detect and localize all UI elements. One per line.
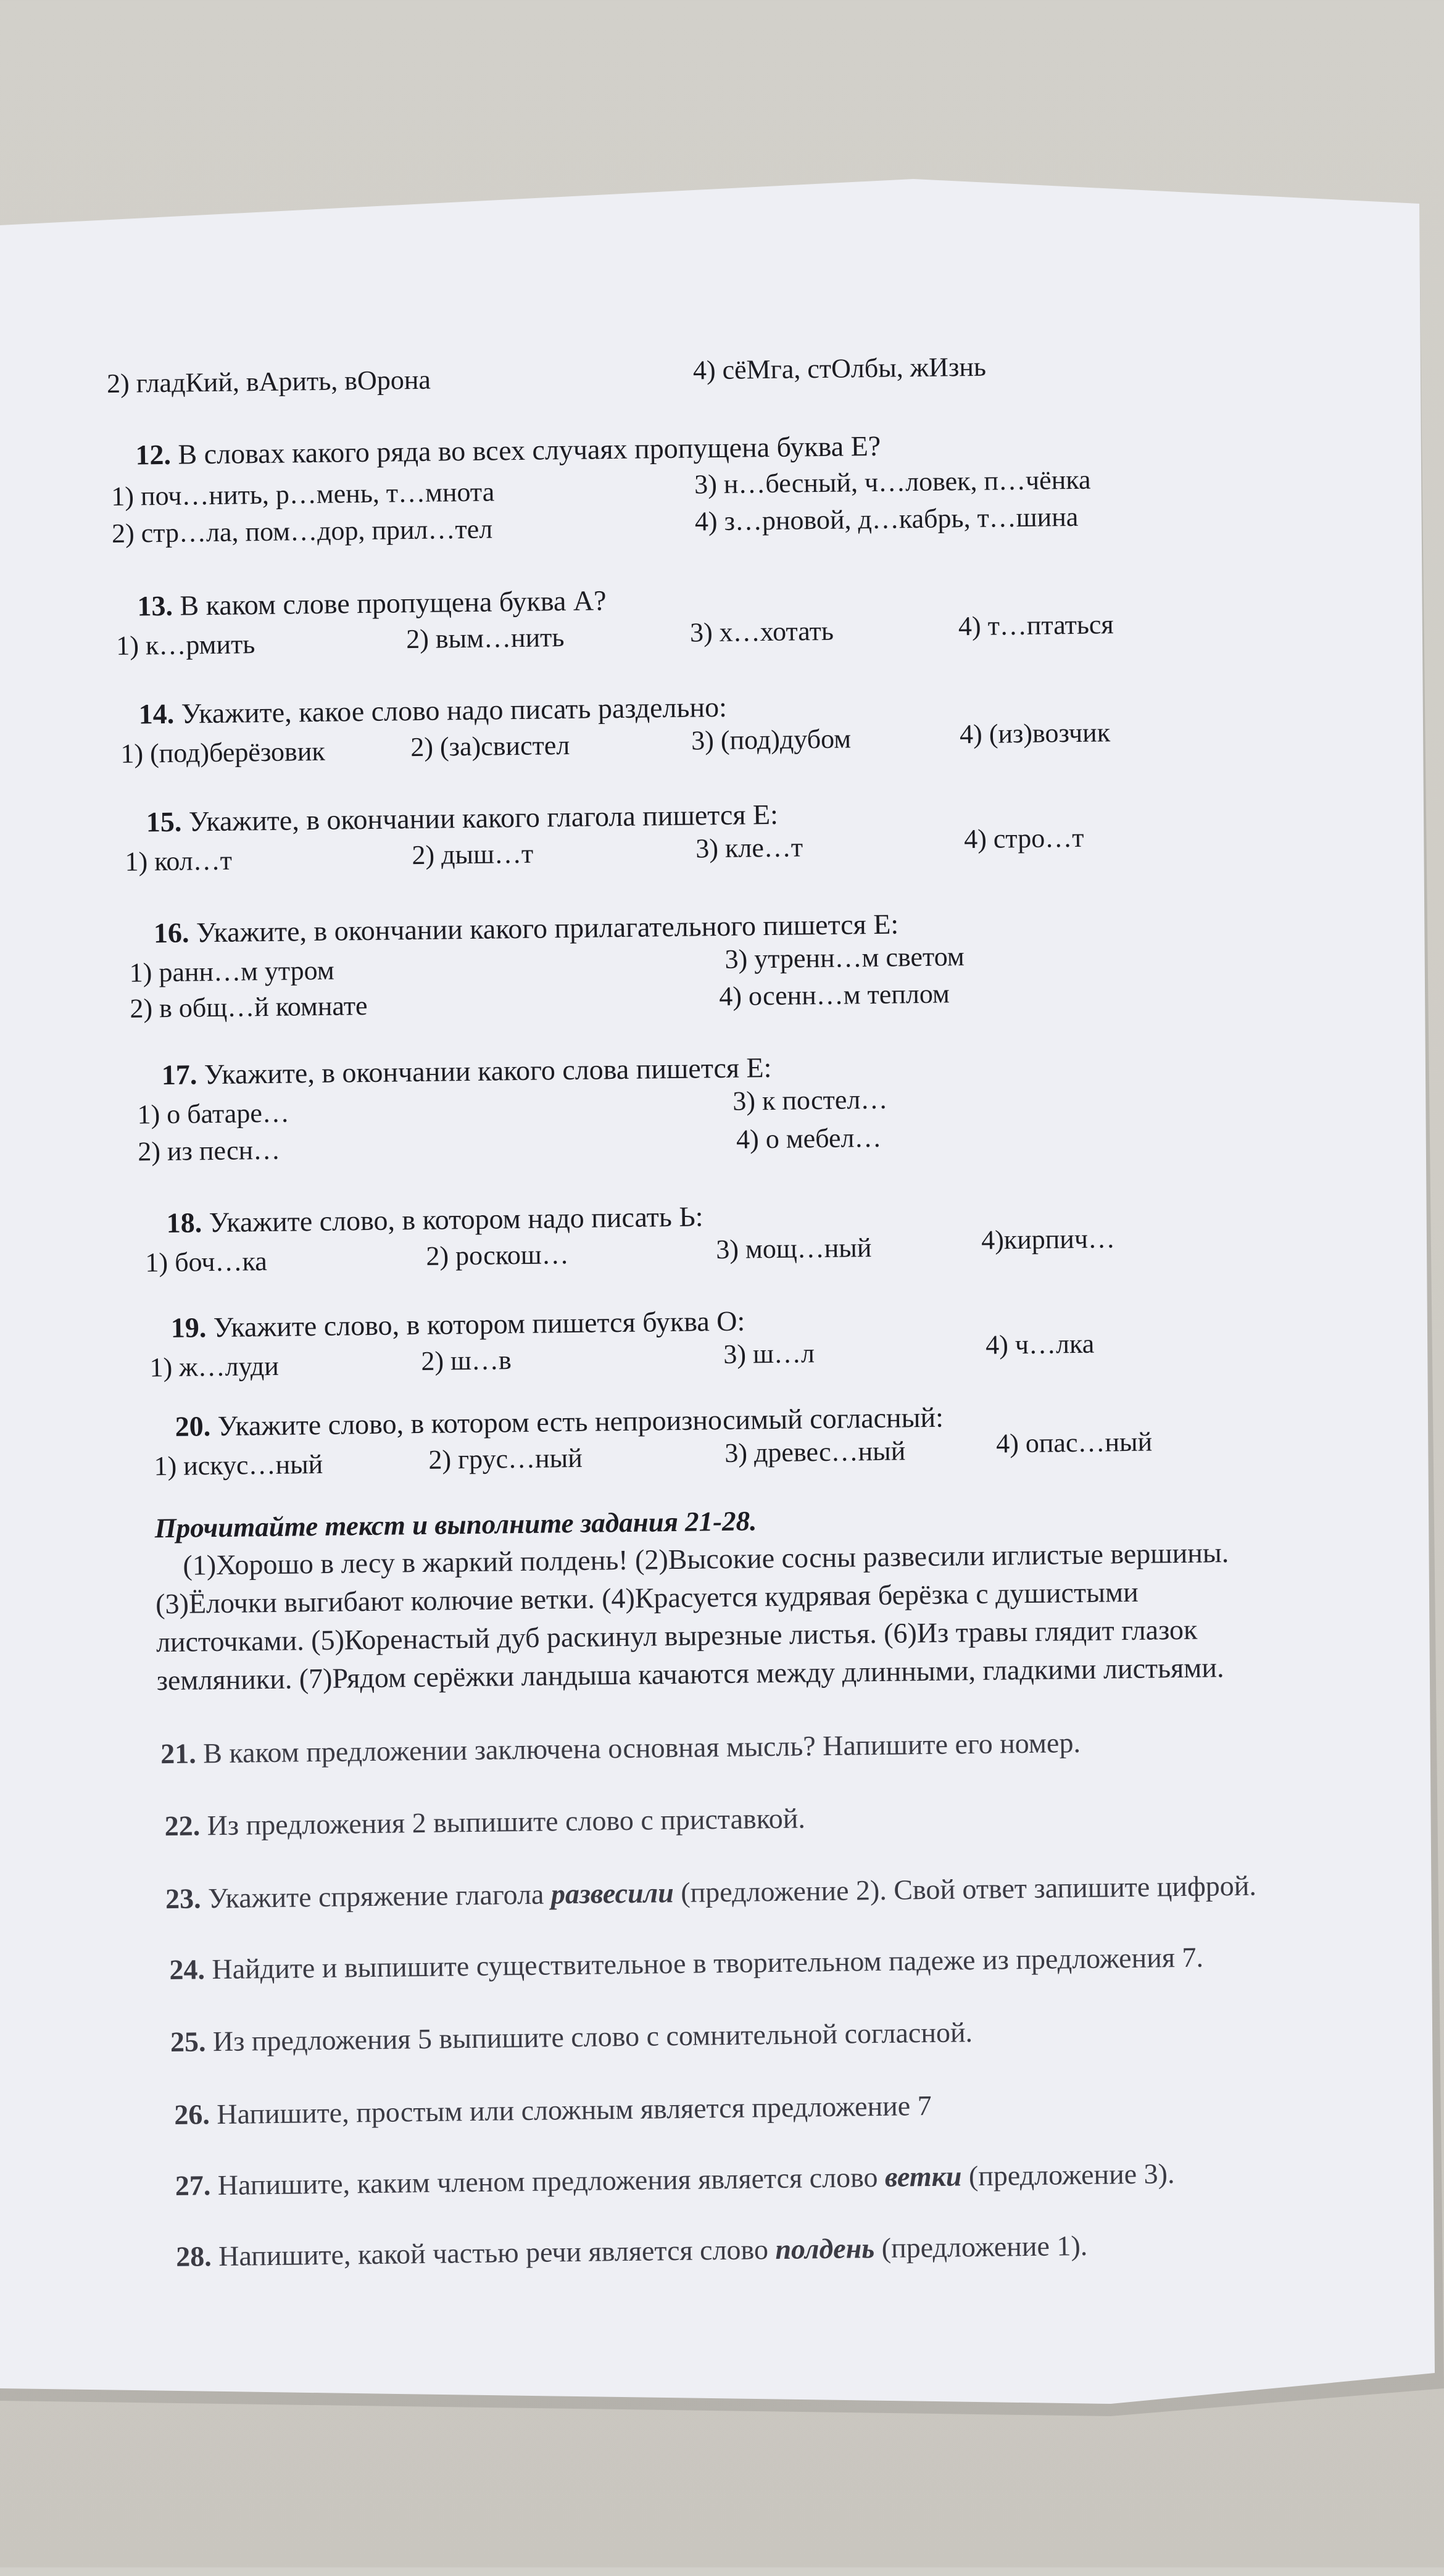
q15-text: Укажите, в окончании какого глагола пишется Е:	[188, 798, 779, 837]
q15-option-1: 1) кол…т	[125, 845, 233, 877]
q17-option-4: 4) о мебел…	[736, 1122, 882, 1155]
q13-option-1: 1) к…рмить	[115, 629, 255, 661]
task-28-text-pre: Напишите, какой частью речи является слово	[218, 2233, 776, 2272]
reading-line-4: земляники. (7)Рядом серёжки ландыша качаются между длинными, гладкими листьями.	[156, 1652, 1224, 1697]
q19-number: 19.	[170, 1311, 207, 1344]
q19-text: Укажите слово, в котором пишется буква О:	[213, 1305, 745, 1344]
q15-option-3: 3) кле…т	[695, 832, 803, 864]
q16-text: Укажите, в окончании какого прилагательного пишется Е:	[196, 908, 899, 949]
task-23-number: 23.	[165, 1882, 201, 1915]
q17-option-2: 2) из песн…	[137, 1134, 281, 1167]
task-21-number: 21.	[160, 1737, 197, 1770]
q17-number: 17.	[161, 1058, 197, 1091]
task-26-number: 26.	[174, 2098, 210, 2130]
task-22	[164, 1802, 805, 1843]
q17-option-1: 1) о батаре…	[137, 1097, 290, 1130]
q14-option-1: 1) (под)берёзовик	[120, 736, 326, 769]
q17-text: Укажите, в окончании какого слова пишется Е:	[204, 1051, 772, 1091]
q14-option-3: 3) (под)дубом	[691, 723, 852, 756]
q18-option-1: 1) боч…ка	[145, 1246, 268, 1278]
task-27-text-pre: Напишите, каким членом предложения является слово	[217, 2161, 886, 2201]
q13-option-4: 4) т…птаться	[958, 609, 1114, 642]
task-25-text: Из предложения 5 выпишите слово с сомнительной согласной.	[212, 2016, 973, 2058]
q13-question	[137, 584, 607, 623]
q20-option-3: 3) древес…ный	[724, 1435, 906, 1468]
q19-option-2: 2) ш…в	[421, 1345, 512, 1376]
q12-option-2: 2) стр…ла, пом…дор, прил…тел	[111, 513, 493, 549]
q16-option-4: 4) осенн…м теплом	[718, 978, 950, 1012]
q13-number: 13.	[137, 589, 173, 622]
q18-number: 18.	[166, 1207, 202, 1239]
q18-question	[166, 1200, 703, 1240]
task-26-text: Напишите, простым или сложным является предложение 7	[217, 2089, 932, 2130]
task-27-emphasis-word: ветки	[884, 2160, 962, 2193]
task-26	[174, 2090, 932, 2132]
q20-text: Укажите слово, в котором есть непроизносимый согласный:	[217, 1401, 944, 1442]
task-24-number: 24.	[169, 1953, 205, 1986]
task-22-text: Из предложения 2 выпишите слово с приставкой.	[207, 1802, 806, 1842]
q20-option-1: 1) искус…ный	[154, 1448, 323, 1482]
q13-option-3: 3) х…хотать	[689, 615, 834, 648]
q15-option-2: 2) дыш…т	[412, 838, 534, 871]
q15-question	[146, 799, 778, 839]
task-27	[175, 2158, 1174, 2203]
q19-option-1: 1) ж…луди	[149, 1350, 280, 1383]
q18-option-3: 3) мощ…ный	[716, 1232, 872, 1265]
q16-number: 16.	[153, 916, 189, 949]
q17-option-3: 3) к постел…	[732, 1084, 888, 1116]
task-22-number: 22.	[164, 1809, 201, 1842]
q19-option-4: 4) ч…лка	[985, 1328, 1095, 1360]
q20-number: 20.	[175, 1410, 211, 1442]
reading-line-3: листочками. (5)Коренастый дуб раскинул вырезные листья. (6)Из травы глядит глазок	[156, 1613, 1198, 1658]
task-23-emphasis-word: развесили	[550, 1877, 674, 1910]
q16-option-1: 1) ранн…м утром	[129, 955, 334, 988]
q12-option-4: 4) з…рновой, д…кабрь, т…шина	[694, 501, 1079, 537]
task-28-text-post: (предложение 1).	[874, 2229, 1088, 2264]
q20-option-4: 4) опас…ный	[995, 1426, 1153, 1459]
q16-option-2: 2) в общ…й комнате	[130, 990, 368, 1024]
q12-text: В словах какого ряда во всех случаях пропущена буква Е?	[178, 430, 881, 470]
task-21-text: В каком предложении заключена основная мысль? Напишите его номер.	[202, 1726, 1081, 1769]
q14-option-4: 4) (из)возчик	[959, 717, 1111, 750]
task-25-number: 25.	[170, 2025, 206, 2058]
task-28	[176, 2230, 1088, 2274]
q18-text: Укажите слово, в котором надо писать Ь:	[209, 1200, 703, 1239]
q12-number: 12.	[135, 438, 172, 471]
q19-option-3: 3) ш…л	[723, 1338, 815, 1369]
task-28-emphasis-word: полдень	[775, 2232, 875, 2266]
q15-number: 15.	[146, 805, 182, 838]
q17-question	[161, 1052, 771, 1092]
q18-option-2: 2) роскош…	[426, 1239, 569, 1271]
q18-option-4: 4)кирпич…	[981, 1223, 1116, 1255]
q12-option-3: 3) н…бесный, ч…ловек, п…чёнка	[694, 464, 1091, 500]
task-27-text-post: (предложение 3).	[961, 2158, 1175, 2192]
task-23	[165, 1870, 1256, 1916]
q13-text: В каком слове пропущена буква А?	[180, 584, 607, 621]
task-25	[170, 2016, 973, 2059]
q16-option-3: 3) утренн…м светом	[724, 941, 965, 974]
q14-text: Укажите, какое слово надо писать раздельно:	[181, 691, 728, 729]
reading-heading: Прочитайте текст и выполните задания 21-28.	[154, 1505, 757, 1544]
q11-option-2: 2) гладКий, вАрить, вОрона	[106, 364, 431, 399]
task-21	[160, 1727, 1081, 1771]
reading-line-2: (3)Ёлочки выгибают колючие ветки. (4)Красуется кудрявая берёзка с душистыми	[155, 1576, 1139, 1620]
q12-option-1: 1) поч…нить, р…мень, т…мнота	[111, 476, 495, 512]
reading-line-1: (1)Хорошо в лесу в жаркий полдень! (2)Высокие сосны развесили иглистые вершины.	[183, 1537, 1229, 1581]
q19-question	[170, 1305, 745, 1345]
task-23-text-pre: Укажите спряжение глагола	[207, 1878, 552, 1914]
task-27-number: 27.	[175, 2169, 211, 2201]
q15-option-4: 4) стро…т	[963, 822, 1084, 855]
q11-option-4: 4) сёМга, стОлбы, жИзнь	[692, 351, 987, 386]
q20-option-2: 2) грус…ный	[428, 1442, 583, 1475]
task-24	[169, 1942, 1203, 1987]
q14-question	[138, 691, 727, 731]
task-28-number: 28.	[175, 2240, 212, 2272]
q14-option-2: 2) (за)свистел	[410, 729, 570, 763]
task-24-text: Найдите и выпишите существительное в творительном падеже из предложения 7.	[212, 1941, 1204, 1985]
q12-question	[135, 430, 881, 472]
task-23-text-post: (предложение 2). Свой ответ запишите цифрой.	[673, 1869, 1257, 1909]
q14-number: 14.	[138, 697, 175, 730]
q13-option-2: 2) вым…нить	[405, 622, 565, 655]
